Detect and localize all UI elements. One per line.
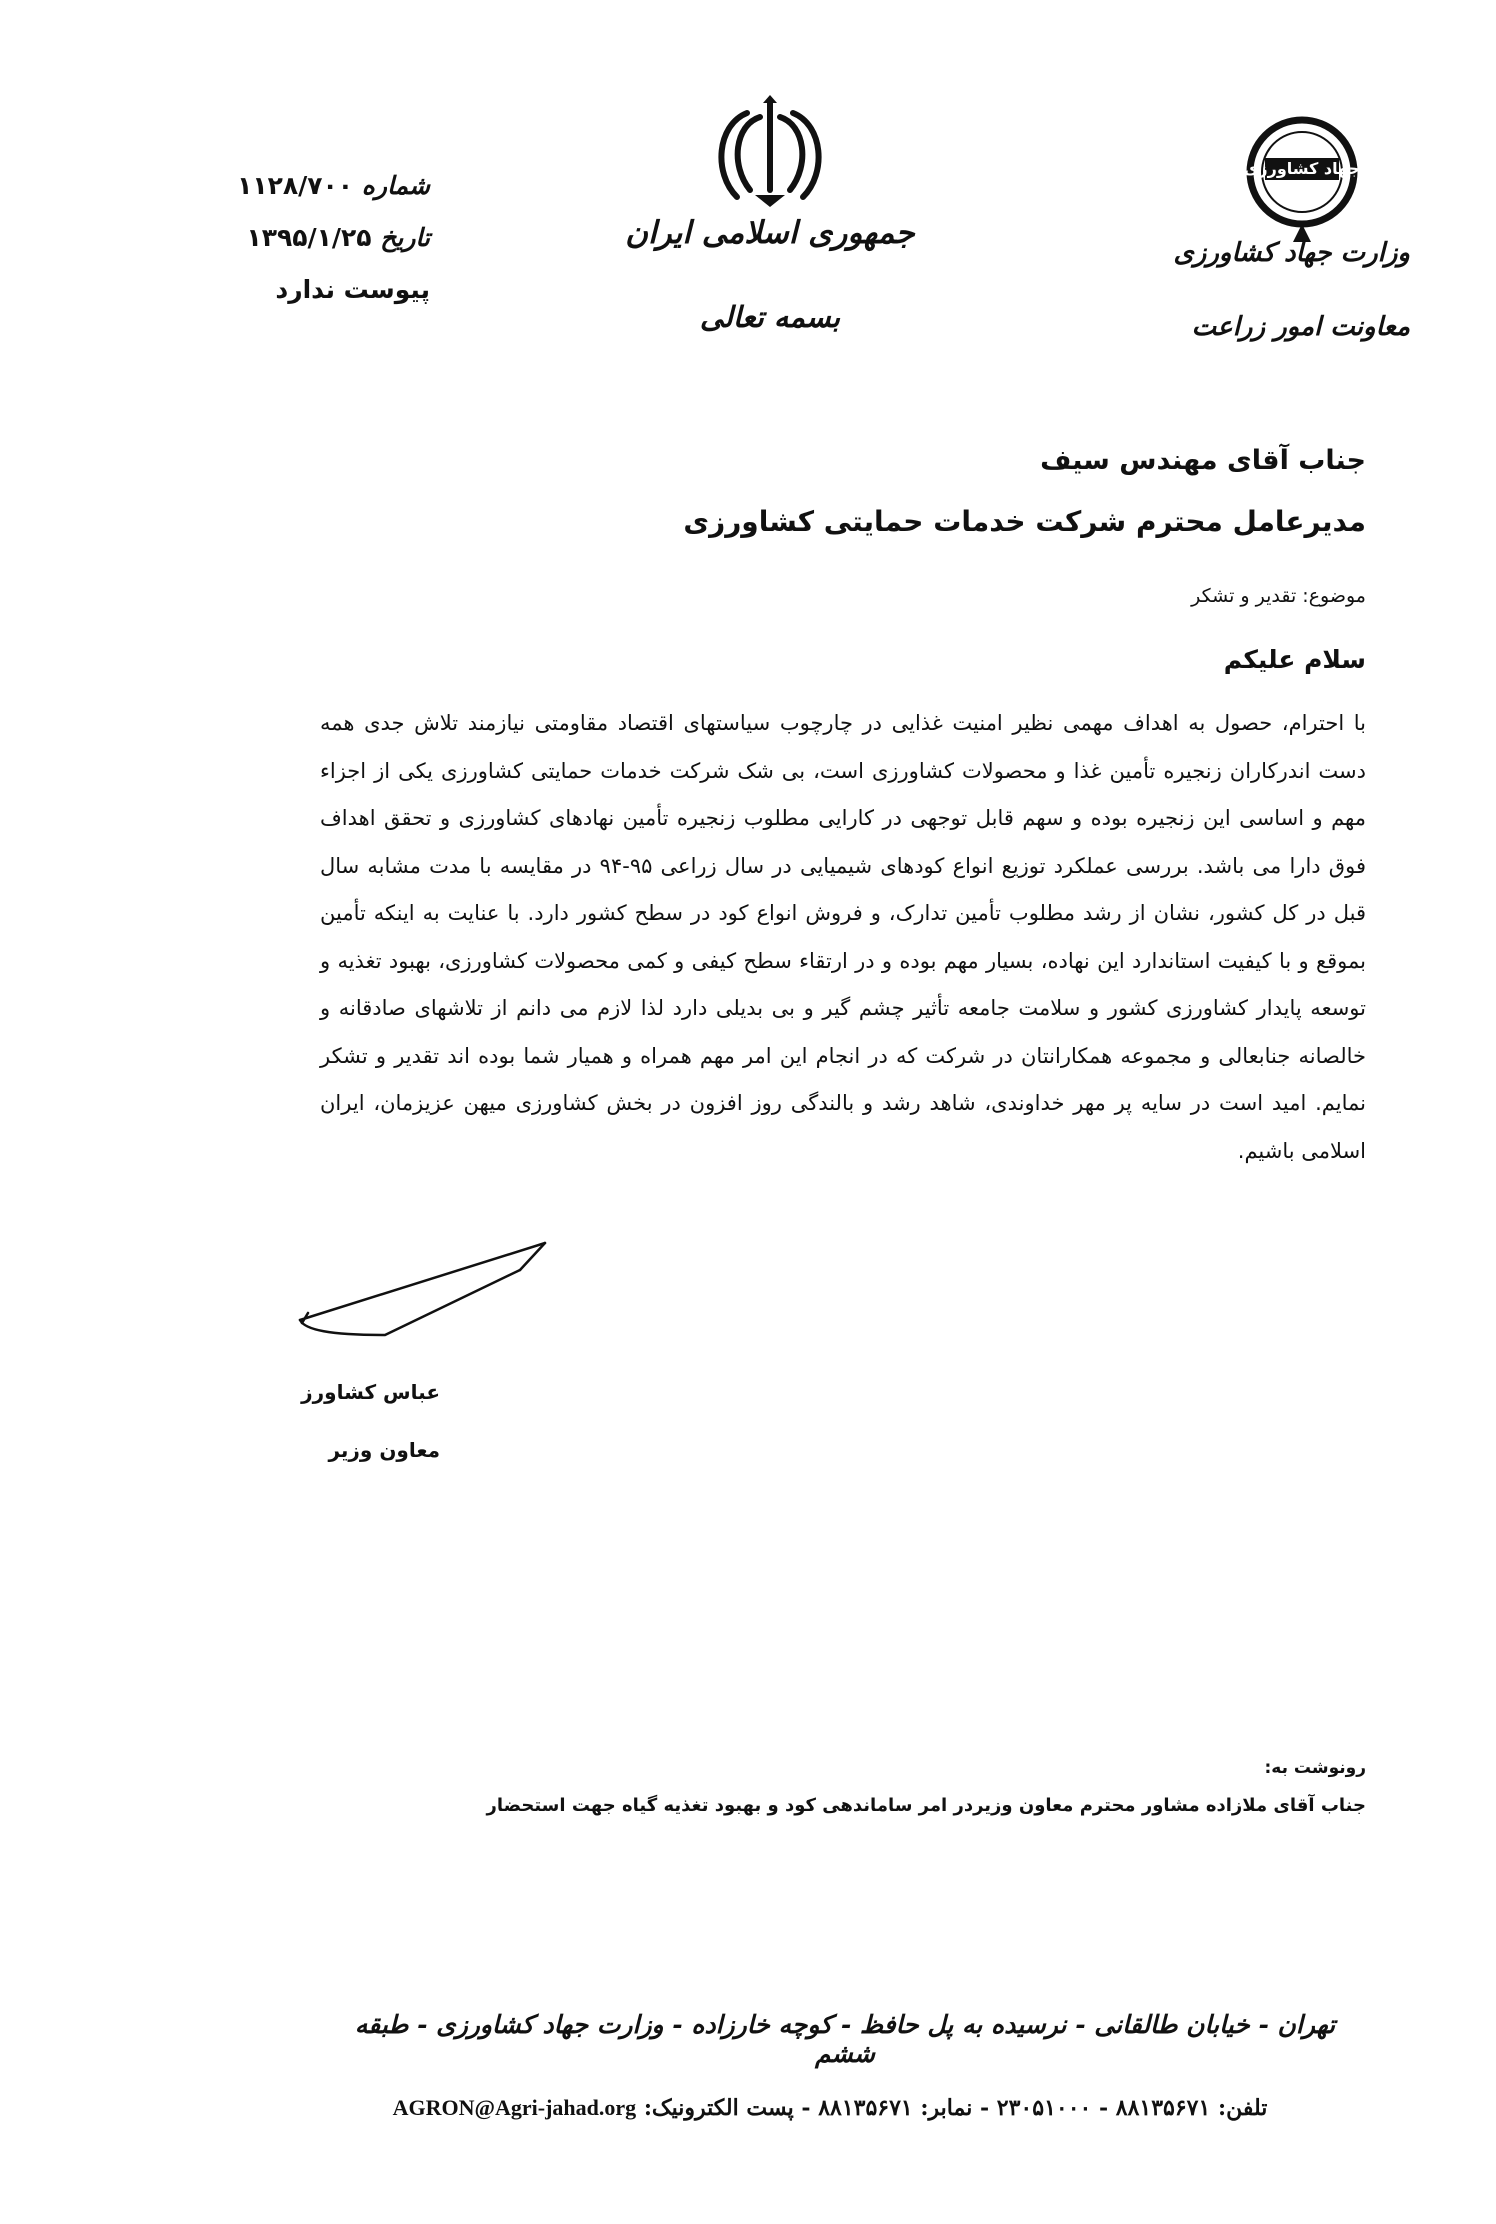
- date-value: ۱۳۹۵/۱/۲۵: [246, 223, 372, 252]
- ministry-logo: [1235, 110, 1370, 245]
- greeting: سلام علیکم: [1223, 645, 1366, 674]
- ministry-name: وزارت جهاد کشاورزی: [1173, 238, 1410, 268]
- logo-text: جهاد کشاورزی: [1243, 159, 1361, 178]
- signature-mark: [290, 1235, 550, 1365]
- republic-title: جمهوری اسلامی ایران: [625, 215, 915, 251]
- signer-name: عباس کشاورز: [301, 1380, 440, 1404]
- bismillah: بسمه تعالی: [699, 300, 841, 334]
- deputy-name: معاونت امور زراعت: [1191, 312, 1410, 342]
- subject-line: موضوع: تقدیر و تشکر: [1191, 585, 1366, 607]
- number-label: شماره: [361, 171, 430, 200]
- attachment-note: پیوست ندارد: [275, 275, 430, 304]
- letter-number: [230, 160, 430, 212]
- letter-meta: [230, 160, 430, 316]
- footer-contact: [330, 2095, 1330, 2121]
- signer-title: معاون وزیر: [328, 1438, 440, 1462]
- date-label: تاریخ: [380, 223, 430, 252]
- cc-label: رونوشت به:: [1264, 1758, 1366, 1778]
- footer-email[interactable]: AGRON@Agri-jahad.org: [392, 2095, 637, 2120]
- number-value: ۱۱۲۸/۷۰۰: [237, 171, 354, 200]
- letter-date: [230, 212, 430, 264]
- cc-text: جناب آقای ملازاده مشاور محترم معاون وزیردر امر ساماندهی کود و بهبود تغذیه گیاه جهت استحضار: [486, 1795, 1366, 1816]
- addressee-title: مدیرعامل محترم شرکت خدمات حمایتی کشاورزی: [683, 505, 1366, 538]
- letter-body: با احترام، حصول به اهداف مهمی نظیر امنیت غذایی در چارچوب سیاستهای اقتصاد مقاومتی نیازمند تلاش جدی همه دست اندرکاران زنجیره تأمین غذا و محصولات کشاورزی است، بی شک شرکت خدمات حمایتی کشاورزی یکی از اجزاء مهم و اساسی این زنجیره بوده و سهم قابل توجهی در کارایی مطلوب زنجیره تأمین نهادهای کشاورزی و تحقق اهداف فوق دارا می باشد. بررسی عملکرد توزیع انواع کودهای شیمیایی در سال زراعی ۹۵-۹۴ در مقایسه با مدت مشابه سال قبل در کل کشور، نشان از رشد مطلوب تأمین تدارک، و فروش انواع کود در سطح کشور دارد. با عنایت به اینکه تأمین بموقع و با کیفیت استاندارد این نهاده، بسیار مهم بوده و در ارتقاء سطح کیفی و کمی محصولات کشاورزی، بهبود تغذیه و توسعه پایدار کشاورزی کشور و سلامت جامعه تأثیر چشم گیر و بی بدیلی دارد لذا لازم می دانم از تلاشهای صادقانه و خالصانه جنابعالی و مجموعه همکارانتان در شرکت که در انجام این امر مهم همراه و همیار شما بوده اند تقدیر و تشکر نمایم. امید است در سایه پر مهر خداوندی، شاهد رشد و بالندگی روز افزون در بخش کشاورزی میهن عزیزمان، ایران اسلامی باشیم.: [320, 711, 1366, 1163]
- iran-emblem-icon: [705, 95, 835, 215]
- addressee: جناب آقای مهندس سیف: [1040, 445, 1366, 476]
- footer-address: تهران - خیابان طالقانی - نرسیده به پل حافظ - کوچه خارزاده - وزارت جهاد کشاورزی - طبقه ششم: [354, 2010, 1336, 2068]
- footer-phone: تلفن: ۸۸۱۳۵۶۷۱ - ۲۳۰۵۱۰۰۰ - نمابر: ۸۸۱۳۵۶۷۱ - پست الکترونیک:: [643, 2095, 1268, 2121]
